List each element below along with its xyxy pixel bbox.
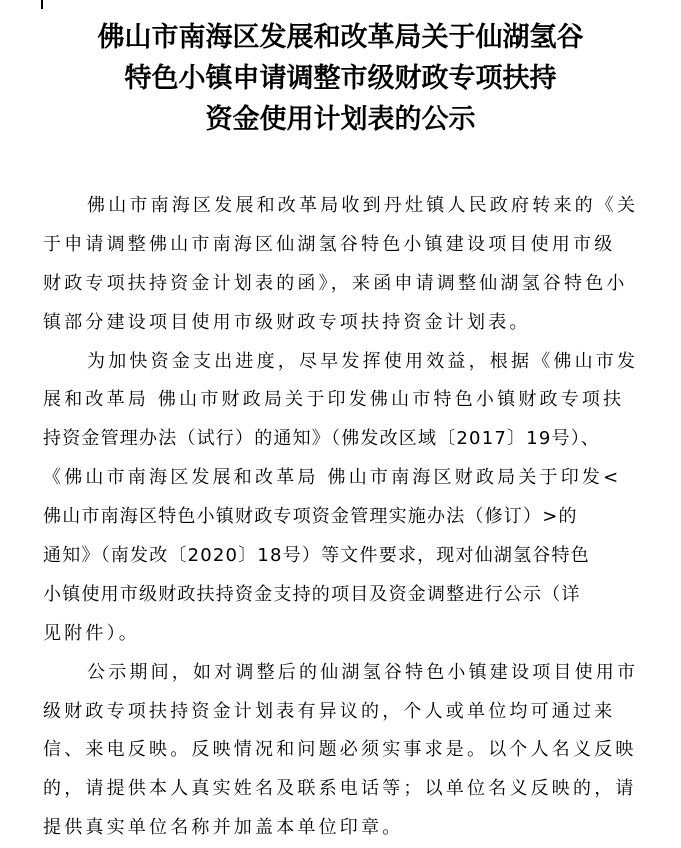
paragraph-basis — [43, 343, 637, 654]
body-line: 于申请调整佛山市南海区仙湖氢谷特色小镇建设项目使用市级 — [43, 233, 616, 255]
body-line: 佛山市南海区发展和改革局收到丹灶镇人民政府转来的《关 — [87, 195, 639, 216]
body-line: 通知》（南发改〔2020〕18号）等文件要求，现对仙湖氢谷特色 — [43, 545, 590, 567]
document-title — [0, 17, 681, 140]
body-line: 镇部分建设项目使用市级财政专项扶持资金计划表。 — [43, 311, 531, 333]
body-line: 级财政专项扶持资金计划表有异议的，个人或单位均可通过来 — [43, 700, 616, 722]
body-line: 公示期间，如对调整后的仙湖氢谷特色小镇建设项目使用市 — [87, 661, 639, 683]
body-line: 信、来电反映。反映情况和问题必须实事求是。以个人名义反映 — [43, 739, 637, 761]
document-body — [43, 187, 637, 848]
body-line: 提供真实单位名称并加盖本单位印章。 — [43, 817, 404, 839]
body-line: 为加快资金支出进度，尽早发挥使用效益，根据《佛山市发 — [87, 350, 639, 372]
title-line: 特色小镇申请调整市级财政专项扶持 — [124, 63, 557, 94]
paragraph-receipt — [43, 187, 637, 343]
title-line: 佛山市南海区发展和改革局关于仙湖氢谷 — [97, 22, 584, 53]
title-line: 资金使用计划表的公示 — [205, 104, 476, 135]
body-line: 见附件）。 — [43, 622, 140, 644]
body-line: 《佛山市南海区发展和改革局 佛山市南海区财政局关于印发< — [43, 467, 622, 489]
body-line: 财政专项扶持资金计划表的函》，来函申请调整仙湖氢谷特色小 — [43, 272, 628, 294]
body-line: 展和改革局 佛山市财政局关于印发佛山市特色小镇财政专项扶 — [43, 389, 625, 411]
body-line: 小镇使用市级财政扶持资金支持的项目及资金调整进行公示（详 — [43, 583, 581, 605]
body-line: 的，请提供本人真实姓名及联系电话等；以单位名义反映的，请 — [43, 778, 637, 800]
body-line: 持资金管理办法（试行）的通知》（佛发改区域〔2017〕19号）、 — [43, 428, 601, 450]
body-line: 佛山市南海区特色小镇财政专项资金管理实施办法（修订）>的 — [43, 506, 578, 528]
text-cursor-marker — [41, 0, 43, 9]
